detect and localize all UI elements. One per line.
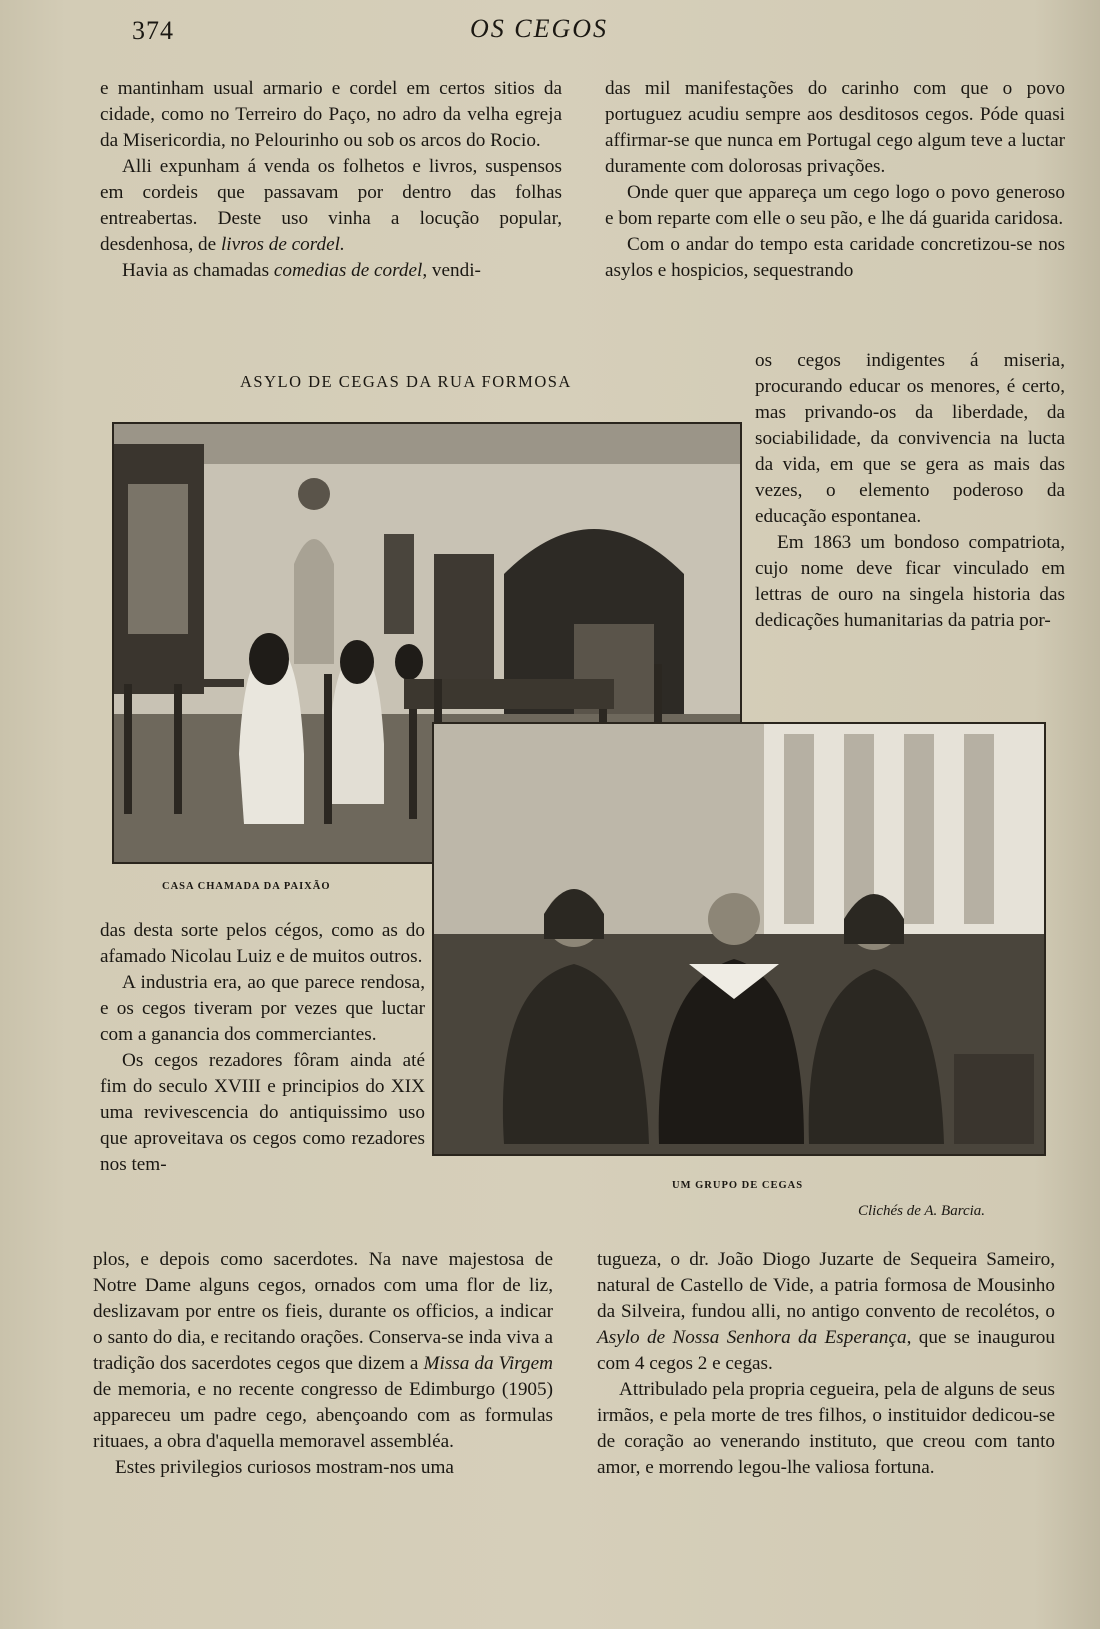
paragraph: Em 1863 um bondoso compatriota, cujo nome deve ficar vinculado em lettras de ouro na singela historia das dedicações humanitarias da patria por- (755, 532, 1065, 631)
paragraph: Com o andar do tempo esta caridade concretizou-se nos asylos e hospicios, sequestrando (605, 234, 1065, 281)
caption-group: UM GRUPO DE CEGAS (672, 1180, 804, 1191)
photo-group-of-blind-women (432, 722, 1046, 1156)
group-image (434, 724, 1044, 1154)
paragraph: tugueza, o dr. João Diogo Juzarte de Sequeira Sameiro, natural de Castello de Vide, a patria formosa de Mousinho da Silveira, fundou alli, no antigo convento de recolétos, o Asylo de Nossa Senhora da Esperança, que se inaugurou com 4 cegos 2 e cegas. (597, 1249, 1055, 1374)
paragraph: os cegos indigentes á miseria, procurando educar os menores, é certo, mas privando-os da liberdade, da sociabilidade, da convivencia na lucta da vida, em que se gera as mais das vezes, o elemento poderoso da educação espontanea. (755, 350, 1065, 527)
paragraph: e mantinham usual armario e cordel em certos sitios da cidade, como no Terreiro do Paço, no adro da velha egreja da Misericordia, no Pelourinho ou sob os arcos do Rocio. (100, 78, 562, 151)
paragraph: das mil manifestações do carinho com que o povo portuguez acudiu sempre aos desditosos cegos. Póde quasi affirmar-se que nunca em Portugal cego algum teve a luctar duramente com dolorosas privações. (605, 78, 1065, 177)
right-column-bottom (597, 1247, 1055, 1481)
paragraph: Attribulado pela propria cegueira, pela de alguns de seus irmãos, e pela morte de tres filhos, o instituidor dedicou-se de coração ao venerando instituto, que creou com tanto amor, e morrendo legou-lhe valiosa fortuna. (597, 1379, 1055, 1478)
caption-house: CASA CHAMADA DA PAIXÃO (162, 881, 331, 892)
page-number: 374 (132, 16, 174, 45)
left-column-top (100, 76, 562, 284)
paragraph: Estes privilegios curiosos mostram-nos uma (115, 1457, 454, 1478)
paragraph: plos, e depois como sacerdotes. Na nave majestosa de Notre Dame alguns cegos, ornados com uma flor de liz, deslizavam por entre os fieis, durante os officios, a indicar o santo do dia, e recitando orações. Conserva-se inda viva a tradição dos sacerdotes cegos que dizem a Missa da Virgem de memoria, e no recente congresso de Edimburgo (1905) appareceu um padre cego, abençoando com as formulas rituaes, a obra d'aquella memoravel assembléa. (93, 1249, 553, 1452)
paragraph: A industria era, ao que parece rendosa, e os cegos tiveram por vezes que luctar com a ganancia dos commerciantes. (100, 972, 425, 1045)
paragraph: Alli expunham á venda os folhetos e livros, suspensos em cordeis que passavam por dentro das folhas entreabertas. Deste uso vinha a locução popular, desdenhosa, de livros de cordel. (100, 156, 562, 255)
paragraph: Os cegos rezadores fôram ainda até fim do seculo XVIII e principios do XIX uma revivescencia do antiquissimo uso que aproveitava os cegos como rezadores nos tem- (100, 1050, 425, 1175)
photo-credit: Clichés de A. Barcia. (858, 1203, 986, 1219)
running-title: OS CEGOS (470, 14, 609, 43)
paragraph: das desta sorte pelos cégos, como as do afamado Nicolau Luiz e de muitos outros. (100, 920, 425, 967)
paragraph: Onde quer que appareça um cego logo o povo generoso e bom reparte com elle o seu pão, e lhe dá guarida caridosa. (605, 182, 1065, 229)
paragraph: Havia as chamadas comedias de cordel, vendi- (122, 260, 481, 281)
right-column-top (605, 76, 1065, 284)
left-column-bottom (93, 1247, 553, 1481)
right-column-middle (755, 348, 1065, 634)
left-column-middle (100, 918, 425, 1178)
caption-asylum: ASYLO DE CEGAS DA RUA FORMOSA (240, 372, 572, 391)
